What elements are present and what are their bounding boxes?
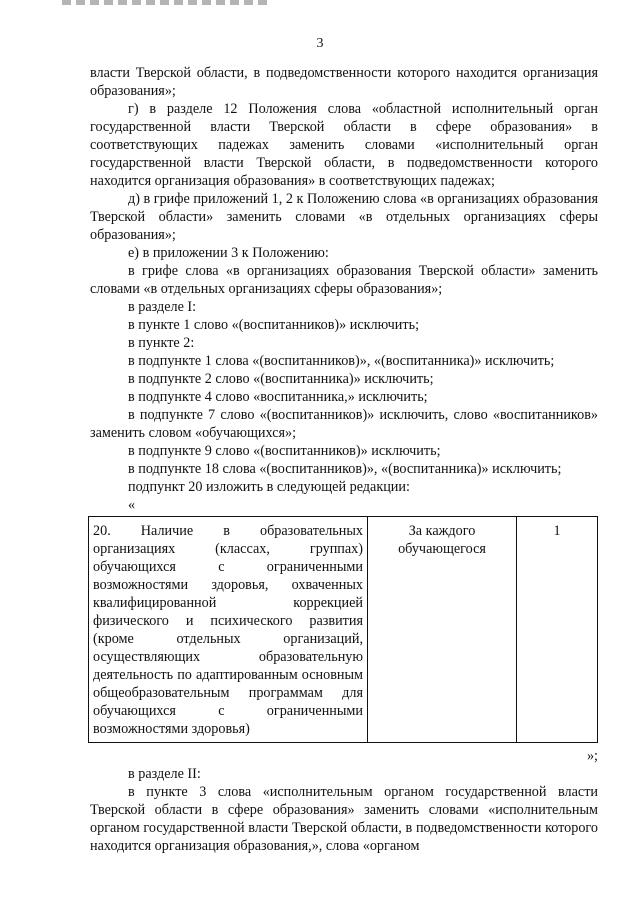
paragraph: подпункт 20 изложить в следующей редакции:: [128, 479, 410, 495]
table-cell-unit: За каждого обучающегося: [368, 517, 517, 743]
paragraph: в разделе I:: [128, 299, 197, 315]
table-cell-value: 1: [517, 517, 598, 743]
paragraph: в грифе слова «в организациях образования Тверской области» заменить словами «в отдельных организациях сферы образования»;: [90, 263, 598, 297]
paragraph: д) в грифе приложений 1, 2 к Положению слова «в организациях образования Тверской области» заменить словами «в отдельных организациях сферы образования»;: [90, 191, 598, 243]
page-number: 3: [316, 36, 324, 51]
paragraph: в разделе II:: [128, 766, 201, 782]
paragraph: в пункте 1 слово «(воспитанников)» исключить;: [128, 317, 420, 333]
quote-open-mark: «: [128, 497, 136, 513]
paragraph: в подпункте 7 слово «(воспитанников)» исключить, слово «воспитанников» заменить словом «обучающихся»;: [90, 407, 598, 441]
table-row: [89, 517, 598, 743]
paragraph: в пункте 2:: [128, 335, 195, 351]
paragraph: власти Тверской области, в подведомственности которого находится организация образования»;: [90, 65, 598, 99]
document-body: [90, 64, 598, 855]
paragraph: в подпункте 1 слова «(воспитанников)», «(воспитанника)» исключить;: [128, 353, 555, 369]
paragraph: г) в разделе 12 Положения слова «областной исполнительный орган государственной власти Тверской области в сфере образования» в соответствующих падежах заменить словами «исполнительный орган государственной власти Тверской области, в подведомственности которого находится организация образования» в соответствующих падежах;: [90, 101, 598, 189]
paragraph: в подпункте 18 слова «(воспитанников)», «(воспитанника)» исключить;: [128, 461, 562, 477]
scan-artifact: [62, 0, 272, 5]
paragraph: в подпункте 9 слово «(воспитанников)» исключить;: [128, 443, 441, 459]
amendment-table: [88, 516, 598, 743]
paragraph: в подпункте 2 слово «(воспитанника)» исключить;: [128, 371, 434, 387]
quote-close-mark: »;: [586, 748, 598, 764]
paragraph: е) в приложении 3 к Положению:: [128, 245, 329, 261]
paragraph: в подпункте 4 слово «воспитанника,» исключить;: [128, 389, 428, 405]
paragraph: в пункте 3 слова «исполнительным органом государственной власти Тверской области в сфере образования» заменить словами «исполнительным органом государственной власти Тверской области, в подведомственности которого находится организация образования,», слова «органом: [90, 784, 598, 854]
table-cell-description: 20. Наличие в образовательных организациях (классах, группах) обучающихся с ограниченными возможностями здоровья, охваченных квалифицированной коррекцией физического и психического развития (кроме отдельных организаций, осуществляющих образовательную деятельность по адаптированным основным общеобразовательным программам для обучающихся с ограниченными возможностями здоровья): [89, 517, 368, 743]
